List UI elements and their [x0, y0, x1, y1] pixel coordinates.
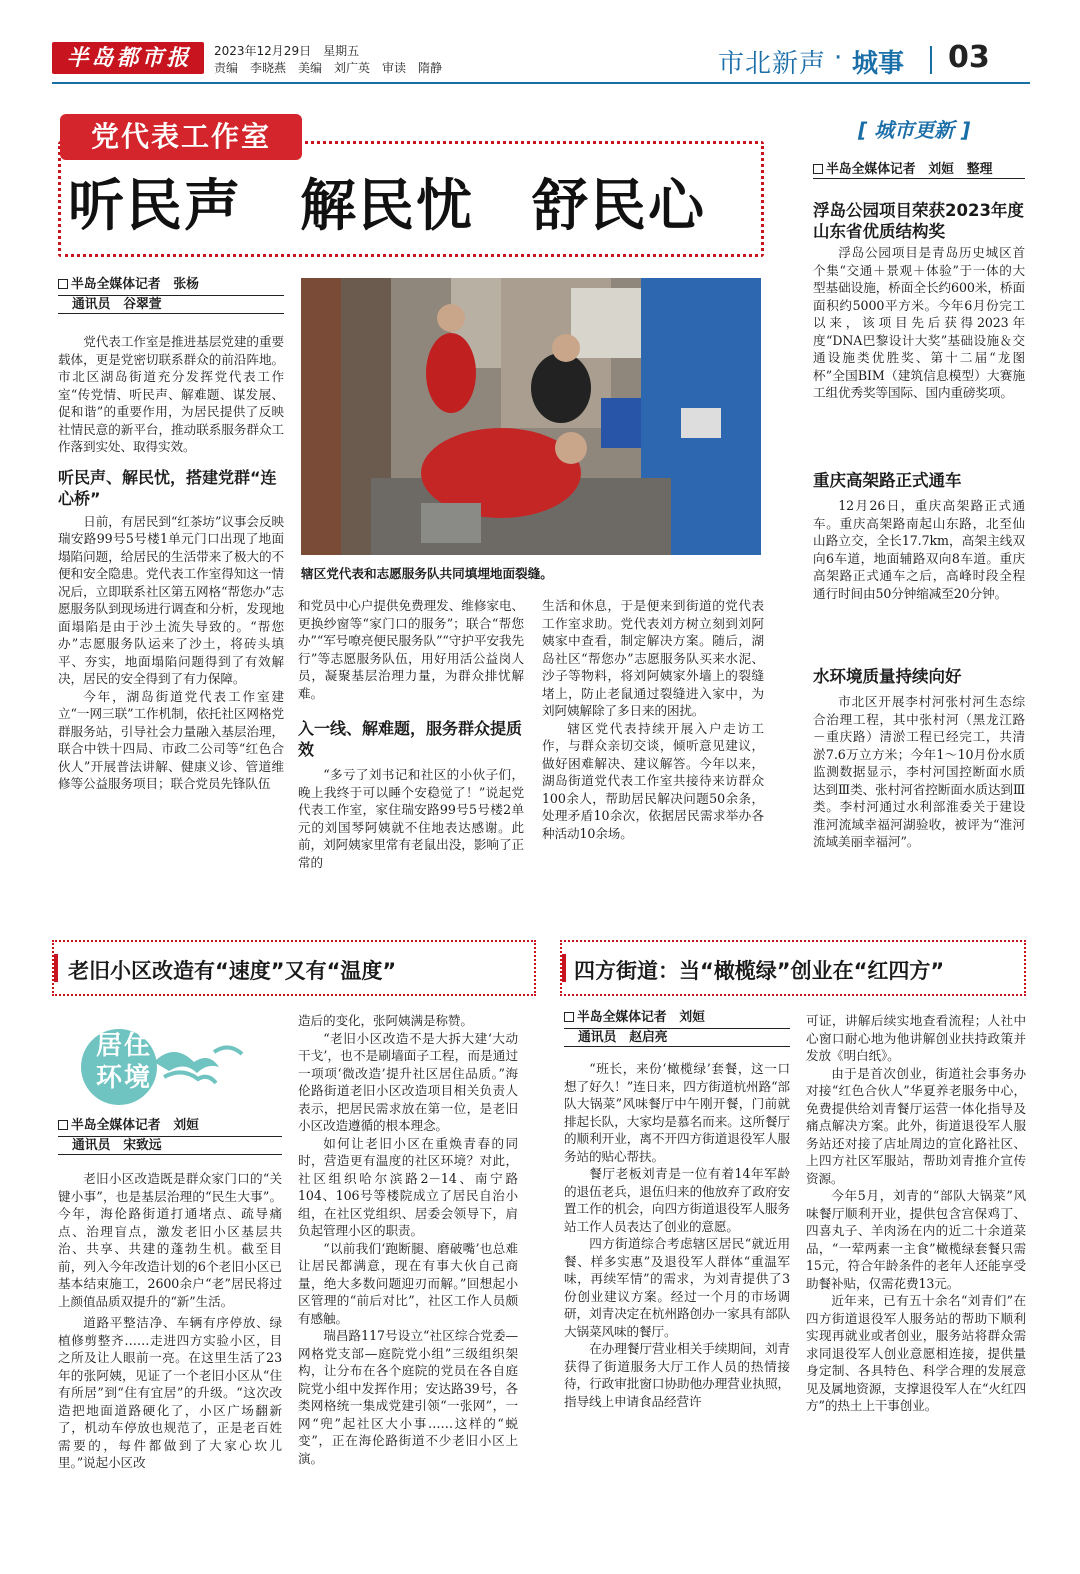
- bottom-left-byline-correspondent: 通讯员 宋致远: [58, 1137, 282, 1155]
- brief-item-2: [813, 470, 1025, 602]
- bottom-right-paragraph: 今年5月，刘青的“部队大锅菜”风味餐厅顺利开业，提供包含宫保鸡丁、四喜丸子、羊肉汤在内的近二十余道菜品，“一荤两素一主食”橄榄绿套餐只需15元，符合年龄条件的老年人还能享受助餐补贴，仅需花费13元。: [806, 1188, 1026, 1291]
- city-renewal-tag: [ 城市更新 ]: [858, 118, 971, 142]
- bottom-left-paragraph: 瑞昌路117号设立“社区综合党委—网格党支部—庭院党小组”三级组织架构，让分布在各个庭院的党员在各自庭院党小组中发挥作用；安达路39号，各类网格统一集成党建引领“一张网”，一网“兜”起社区大小事……这样的“蜕变”，正在海伦路街道不少老旧小区上演。: [298, 1328, 518, 1466]
- right-byline: [813, 161, 1025, 179]
- brief-title: 重庆高架路正式通车: [813, 471, 962, 490]
- section-dot: ·: [834, 43, 843, 73]
- brief-title: 浮岛公园项目荣获2023年度山东省优质结构奖: [813, 201, 1024, 241]
- bottom-left-byline-reporter: 半岛全媒体记者 刘姮: [71, 1118, 199, 1133]
- bottom-left-col2: [298, 1012, 518, 1467]
- top-byline-reporter: 半岛全媒体记者 张杨: [71, 277, 199, 292]
- top-byline-correspondent: 通讯员 谷翠萱: [58, 296, 284, 314]
- bottom-right-col2: [806, 1012, 1026, 1415]
- top-col2: [298, 597, 524, 871]
- top-subhead-2: 入一线、解难题，服务群众提质效: [298, 719, 523, 759]
- right-byline-text: 半岛全媒体记者 刘姮 整理: [826, 162, 993, 177]
- issue-date: 2023年12月29日 星期五: [214, 44, 360, 58]
- top-paragraph: 辖区党代表持续开展入户走访工作，与群众亲切交谈，倾听意见建议，做好困难解决、建议解答。今年以来，湖岛街道党代表工作室共接待来访群众100余人，帮助居民解决问题50余条，处理矛盾10余次，依据居民需求举办各种活动10余场。: [542, 720, 764, 841]
- page-number: 03: [948, 40, 990, 75]
- bottom-right-headline: 四方街道：当“橄榄绿”创业在“红四方”: [574, 959, 945, 983]
- top-paragraph: 党代表工作室是推进基层党建的重要载体，更是党密切联系群众的前沿阵地。市北区湖岛街道充分发挥党代表工作室“传党情、听民声、解难题、谋发展、促和谐”的重要作用，为居民提供了反映社情民意的新平台，推动联系服务群众工作落到实处、取得实效。: [58, 334, 284, 454]
- bottom-right-byline-reporter: 半岛全媒体记者 刘姮: [577, 1010, 705, 1025]
- news-photo: [301, 278, 761, 555]
- top-paragraph: 生活和休息，于是便来到街道的党代表工作室求助。党代表刘方树立刻到刘阿姨家中查看，制定解决方案。随后，湖岛社区“帮您办”志愿服务队买来水泥、沙子等物料，将刘阿姨家外墙上的裂缝堵上，防止老鼠通过裂缝进入家中，为刘阿姨解除了多日来的困扰。: [542, 598, 764, 718]
- story-tag-label: 党代表工作室: [90, 120, 271, 153]
- byline-marker: [564, 1012, 574, 1022]
- section-sub: 城事: [852, 49, 905, 79]
- top-paragraph: 和党员中心户提供免费理发、维修家电、更换纱窗等“家门口的服务”；联合“帮您办”“军号嘹亮便民服务队”“守护平安我先行”等志愿服务队伍，用好用活公益岗人员，凝聚基层治理力量，为群众排忧解难。: [298, 598, 524, 701]
- headline-accent: [562, 954, 566, 982]
- bottom-left-col1: [58, 1170, 282, 1472]
- bottom-left-paragraph: “老旧小区改造不是大拆大建‘大动干戈’，也不是刷墙面子工程，而是通过一项项‘微改造’提升社区居住品质。”海伦路街道老旧小区改造项目相关负责人表示，把居民需求放在第一位，是老旧小区改造遵循的根本理念。: [298, 1030, 518, 1133]
- bottom-right-col1: [564, 1060, 790, 1410]
- bottom-right-paragraph: “班长，来份‘橄榄绿’套餐，这一口想了好久！”连日来，四方街道杭州路“部队大锅菜”风味餐厅中午刚开餐，门前就排起长队，大家均是慕名而来。这所餐厅的顺利开业，离不开四方街道退役军人服务站的贴心帮扶。: [564, 1061, 790, 1164]
- bottom-right-byline-correspondent: 通讯员 赵启亮: [564, 1029, 790, 1047]
- top-paragraph: “多亏了刘书记和社区的小伙子们，晚上我终于可以睡个安稳觉了！”说起党代表工作室，家住瑞安路99号5号楼2单元的刘国琴阿姨就不住地表达感谢。此前，刘阿姨家里常有老鼠出没，影响了正常的: [298, 767, 524, 870]
- top-paragraph: 今年，湖岛街道党代表工作室建立“一网三联”工作机制，依托社区网格党群服务站，引导社会力量融入基层治理，联合中铁十四局、市政二公司等“红色合伙人”开展普法讲解、健康义诊、管道维修等公益服务项目；联合党员先锋队伍: [58, 688, 284, 791]
- bottom-right-paragraph: 四方街道综合考虑辖区居民“就近用餐、样多实惠”及退役军人群体“重温军味，再续军情”的需求，为刘青提供了3份创业建议方案。经过一个月的市场调研，刘青决定在杭州路创办一家具有部队大锅菜风味的餐厅。: [564, 1236, 790, 1339]
- badge-label: 居住环境: [95, 1031, 152, 1093]
- brief-text: 12月26日，重庆高架路正式通车。重庆高架路南起山东路，北至仙山路立交，全长17.7km，高架主线双向6车道，地面辅路双向8车道。重庆高架路正式通车之后，高峰时段全程通行时间由50分钟缩减至20分钟。: [813, 498, 1025, 601]
- top-paragraph: 日前，有居民到“红茶坊”议事会反映瑞安路99号5号楼1单元门口出现了地面塌陷问题，给居民的生活带来了极大的不便和安全隐患。党代表工作室得知这一情况后，立即联系社区第五网格“帮您办”志愿服务队到现场进行调查和分析，发现地面塌陷是由于沙土流失导致的。“帮您办”志愿服务队运来了沙土，将砖头填平、夯实，地面塌陷问题得到了有效解决，居民的安全得到了有力保障。: [58, 513, 284, 686]
- masthead: [52, 40, 1032, 82]
- bottom-left-paragraph: “以前我们‘跑断腿、磨破嘴’也总难让居民都满意，现在有事大伙自己商量，绝大多数问题迎刃而解。”回想起小区管理的“前后对比”，社区工作人员颇有感触。: [298, 1240, 518, 1326]
- bottom-right-paragraph: 近年来，已有五十余名“刘青们”在四方街道退役军人服务站的帮助下顺利实现再就业或者创业，服务站将群众需求同退役军人创业意愿相连接，提供量身定制、各具特色、科学合理的发展意见及属地资源，支撑退役军人在“火红四方”的热土上干事创业。: [806, 1293, 1026, 1413]
- headline-accent: [54, 954, 58, 982]
- brief-item-1: [813, 200, 1025, 402]
- city-renewal-label: 城市更新: [874, 118, 955, 142]
- brief-text: 浮岛公园项目是青岛历史城区首个集“交通＋景观＋体验”于一体的大型基础设施，桥面全长约600米，桥面面积约5000平方米。今年6月份完工以来，该项目先后获得2023年度“DNA巴黎设计大奖”基础设施＆交通设施类优胜奖、第十二届“龙图杯”全国BIM（建筑信息模型）大赛施工组优秀奖等国际、国内重磅奖项。: [813, 245, 1025, 400]
- main-headline: 听民声 解民忧 舒民心: [68, 174, 706, 239]
- top-byline: [58, 276, 284, 314]
- bottom-left-headline: 老旧小区改造有“速度”又有“温度”: [68, 959, 397, 983]
- bottom-right-paragraph: 在办理餐厅营业相关手续期间，刘青获得了街道服务大厅工作人员的热情接待，行政审批窗口协助他办理营业执照，指导线上申请食品经营许: [564, 1341, 790, 1409]
- brief-item-3: [813, 666, 1025, 851]
- bottom-left-paragraph: 如何让老旧小区在重焕青春的同时，营造更有温度的社区环境？对此，社区组织哈尔滨路2－14、南宁路104、106号等楼院成立了居民自治小组，在社区党组织、居委会领导下，肩负起管理小区的职责。: [298, 1135, 518, 1238]
- top-subhead-1: 听民声、解民忧，搭建党群“连心桥”: [58, 467, 277, 508]
- bottom-right-paragraph: 可证，讲解后续实地查看流程；人社中心窗口耐心地为他讲解创业扶持政策并发放《明白纸》。: [806, 1013, 1026, 1063]
- photo-caption: 辖区党代表和志愿服务队共同填埋地面裂缝。: [301, 566, 553, 581]
- top-col1: [58, 333, 284, 793]
- top-col3: [542, 597, 764, 842]
- living-environment-badge: [64, 1022, 254, 1112]
- brief-title: 水环境质量持续向好: [813, 667, 962, 686]
- byline-marker: [58, 1120, 68, 1130]
- byline-marker: [58, 279, 68, 289]
- bottom-right-byline: [564, 1009, 790, 1047]
- bottom-right-paragraph: 由于是首次创业，街道社会事务办对接“红色合伙人”华夏养老服务中心，免费提供给刘青餐厅运营一体化指导及痛点解决方案。此外，街道退役军人服务站还对接了店址周边的宣化路社区、上四方社区军服站，帮助刘青推介宣传资源。: [806, 1065, 1026, 1186]
- byline-marker: [813, 164, 823, 174]
- staff-credits: 责编 李晓燕 美编 刘广英 审读 隋静: [214, 61, 443, 75]
- bottom-left-paragraph: 老旧小区改造既是群众家门口的“关键小事”，也是基层治理的“民生大事”。今年，海伦路街道打通堵点、疏导痛点、治理盲点，激发老旧小区基层共治、共享、共建的蓬勃生机。截至目前，列入今年改造计划的6个老旧小区已基本结束施工，2600余户“老”居民将过上颜值品质双提升的“新”生活。: [58, 1171, 282, 1309]
- bottom-left-paragraph: 道路平整洁净、车辆有序停放、绿植修剪整齐……走进四方实验小区，目之所及让人眼前一亮。在这里生活了23年的张阿姨，见证了一个老旧小区从“住有所居”到“住有宜居”的升级。“这次改造把地面道路硬化了，小区广场翻新了，机动车停放也规范了，正是老百姓需要的，每件都做到了大家心坎儿里。”说起小区改: [58, 1315, 282, 1470]
- photo-illustration: [301, 278, 761, 555]
- brief-text: 市北区开展李村河张村河生态综合治理工程，其中张村河（黑龙江路－重庆路）清淤工程已经完工，共清淤7.6万立方米；今年1～10月份水质监测数据显示，李村河国控断面水质达到Ⅲ类、张村河省控断面水质达到Ⅲ类。李村河通过水利部淮委关于建设淮河流域幸福河湖验收，被评为“淮河流域美丽幸福河”。: [813, 694, 1025, 849]
- bottom-right-paragraph: 餐厅老板刘青是一位有着14年军龄的退伍老兵，退伍归来的他放弃了政府安置工作的机会，向四方街道退役军人服务站工作人员表达了创业的意愿。: [564, 1166, 790, 1234]
- masthead-rule: [52, 82, 1030, 84]
- section-divider: [930, 46, 932, 74]
- bottom-left-byline: [58, 1117, 282, 1155]
- paper-name: 半岛都市报: [66, 45, 192, 71]
- bottom-left-paragraph: 造后的变化，张阿姨满是称赞。: [298, 1013, 473, 1028]
- section-name: 市北新声: [718, 49, 827, 79]
- cloud-icon: [64, 1022, 254, 1112]
